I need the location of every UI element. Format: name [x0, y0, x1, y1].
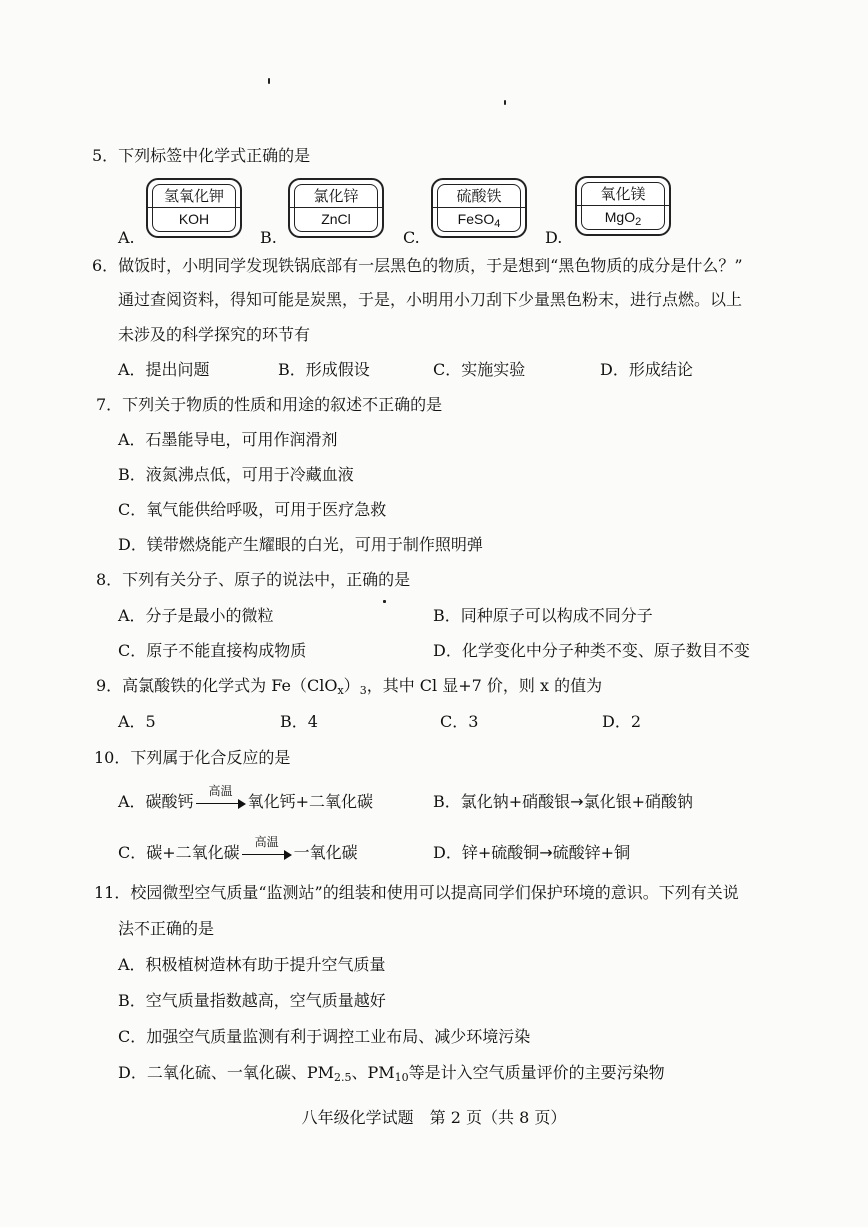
question-8-stem: 8．下列有关分子、原子的说法中，正确的是: [96, 570, 411, 589]
label-formula: ZnCl: [321, 211, 351, 227]
label-formula: KOH: [178, 211, 210, 227]
question-5-stem: 5．下列标签中化学式正确的是: [92, 146, 311, 165]
question-7-option-b: B．液氮沸点低，可用于冷藏血液: [118, 465, 354, 484]
label-box-d: [575, 176, 671, 236]
label-box-a: [146, 178, 242, 238]
label-name: 氧化镁: [600, 185, 646, 203]
reaction-arrow: 高温: [196, 796, 246, 810]
question-6-line-2: 通过查阅资料，得知可能是炭黑，于是，小明用小刀刮下少量黑色粉末，进行点燃。以上: [118, 290, 743, 309]
label-box-b: [288, 178, 384, 238]
label-box-c: [431, 178, 527, 238]
question-10-option-c: C．碳+二氧化碳 高温 一氧化碳: [118, 834, 358, 862]
question-6-line-1: 6．做饭时，小明同学发现铁锅底部有一层黑色的物质，于是想到“黑色物质的成分是什么？”: [92, 256, 743, 275]
question-8-option-a: A．分子是最小的微粒: [118, 606, 274, 625]
label-name: 氢氧化钾: [163, 187, 224, 205]
question-11-option-d: D．二氧化硫、一氧化碳、$PM_{2.5}$、$PM_{10}$等是计入空气质量评价的主要污染物: [118, 1063, 665, 1084]
reaction-arrow: 高温: [242, 847, 292, 861]
question-6-option-b: B．形成假设: [278, 360, 370, 379]
scan-speck: [383, 600, 386, 603]
scan-speck: [268, 78, 270, 84]
question-10-option-a: A．碳酸钙 高温 氧化钙+二氧化碳: [118, 783, 373, 811]
question-6-line-3: 未涉及的科学探究的环节有: [118, 325, 311, 344]
question-7-option-d: D．镁带燃烧能产生耀眼的白光，可用于制作照明弹: [118, 535, 483, 554]
question-6-option-d: D．形成结论: [600, 360, 693, 379]
question-10-option-d: D．锌+硫酸铜→硫酸锌+铜: [433, 843, 631, 862]
question-7-stem: 7．下列关于物质的性质和用途的叙述不正确的是: [96, 395, 443, 414]
question-9-option-d: D．2: [602, 712, 642, 731]
option-letter-d: D.: [545, 228, 563, 247]
label-formula: FeSO$_4$: [457, 211, 501, 230]
label-name: 硫酸铁: [456, 187, 502, 205]
option-letter-a: A.: [118, 228, 135, 247]
label-formula: MgO$_2$: [604, 209, 642, 228]
question-9-option-c: C．3: [440, 712, 479, 731]
option-letter-c: C.: [403, 228, 420, 247]
question-5-options: [118, 176, 718, 246]
question-11-line-2: 法不正确的是: [118, 919, 215, 938]
arrow-icon: →: [539, 843, 553, 862]
option-letter-b: B.: [260, 228, 277, 247]
scan-speck: [504, 100, 506, 105]
question-11-option-a: A．积极植树造林有助于提升空气质量: [118, 955, 386, 974]
question-10-option-b: B．氯化钠+硝酸银→氯化银+硝酸钠: [433, 792, 693, 811]
label-name: 氯化锌: [313, 187, 359, 205]
question-9-stem: 9．高氯酸铁的化学式为 $Fe(ClO_x)_3$，其中 Cl 显+7 价，则 x 的值为: [96, 676, 603, 697]
question-8-option-b: B．同种原子可以构成不同分子: [433, 606, 653, 625]
question-8-option-c: C．原子不能直接构成物质: [118, 641, 307, 660]
question-11-line-1: 11．校园微型空气质量“监测站”的组装和使用可以提高同学们保护环境的意识。下列有关说: [94, 883, 739, 902]
question-7-option-a: A．石墨能导电，可用作润滑剂: [118, 430, 338, 449]
question-6-option-a: A．提出问题: [118, 360, 210, 379]
question-9-option-a: A．5: [118, 712, 156, 731]
question-11-option-c: C．加强空气质量监测有利于调控工业布局、减少环境污染: [118, 1027, 531, 1046]
question-9-option-b: B．4: [280, 712, 318, 731]
arrow-icon: →: [570, 792, 584, 811]
question-8-option-d: D．化学变化中分子种类不变、原子数目不变: [433, 641, 750, 660]
question-7-option-c: C．氧气能供给呼吸，可用于医疗急救: [118, 500, 387, 519]
question-10-stem: 10．下列属于化合反应的是: [94, 748, 291, 767]
page-footer: 八年级化学试题 第 2 页（共 8 页）: [301, 1108, 567, 1127]
question-6-option-c: C．实施实验: [433, 360, 526, 379]
question-11-option-b: B．空气质量指数越高，空气质量越好: [118, 991, 386, 1010]
